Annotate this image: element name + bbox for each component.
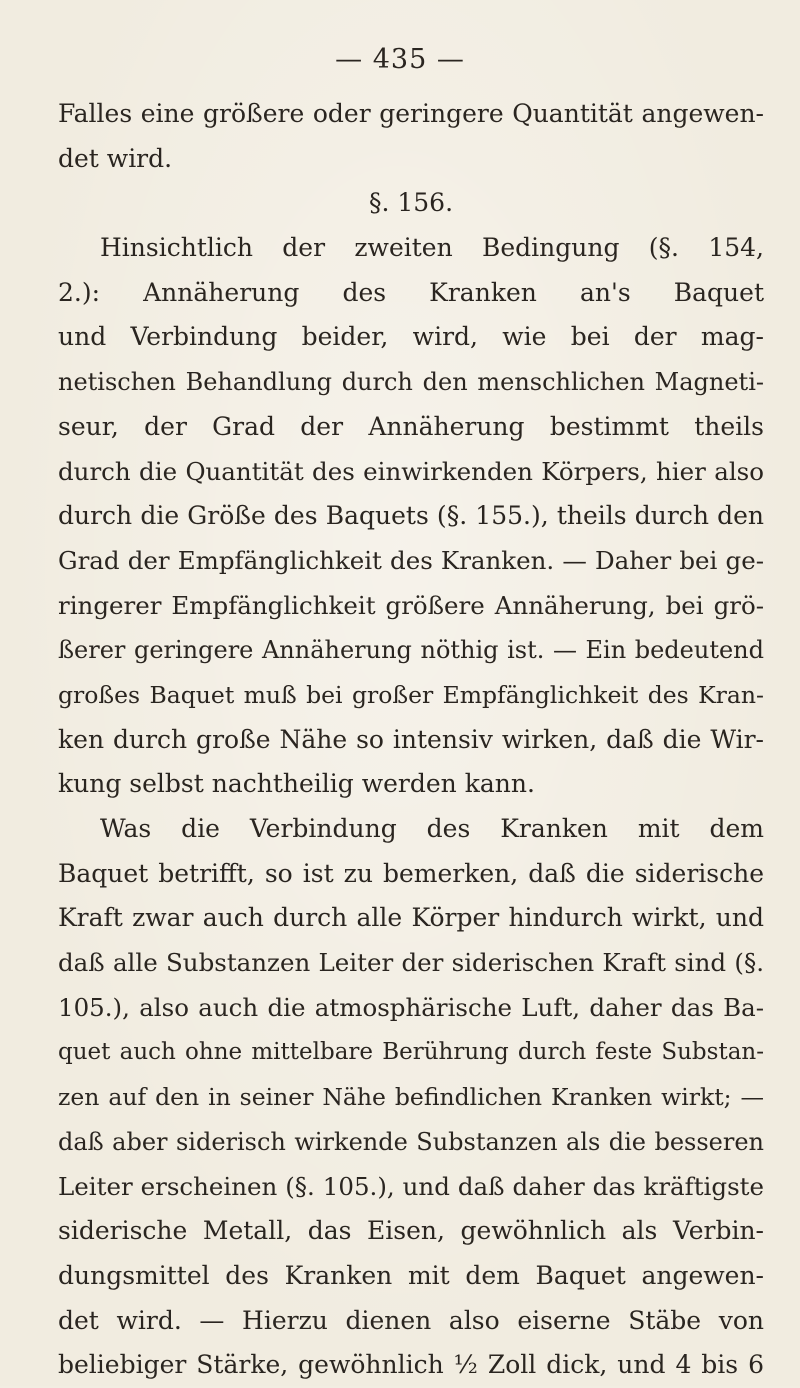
text-line: daß alle Substanzen Leiter der siderischen Kraft sind (§. xyxy=(58,948,764,978)
body-text xyxy=(58,92,764,1388)
text-line: durch die Quantität des einwirkenden Körpers, hier also xyxy=(58,456,764,486)
text-line: det wird. — Hierzu dienen also eiserne Stäbe von xyxy=(58,1305,764,1335)
text-line: Leiter erscheinen (§. 105.), und daß daher das kräftigste xyxy=(58,1171,764,1201)
text-line: und Verbindung beider, wird, wie bei der mag- xyxy=(58,322,764,352)
text-line: Falles eine größere oder geringere Quantität angewen- xyxy=(58,99,764,128)
text-line: Hinsichtlich der zweiten Bedingung (§. 154, xyxy=(100,233,764,263)
text-line: ken durch große Nähe so intensiv wirken, daß die Wir- xyxy=(58,724,764,754)
text-line: kung selbst nachtheilig werden kann. xyxy=(58,769,535,799)
text-line: siderische Metall, das Eisen, gewöhnlich als Verbin- xyxy=(58,1216,764,1246)
text-line: großes Baquet muß bei großer Empfänglichkeit des Kran- xyxy=(58,680,764,709)
text-line: daß aber siderisch wirkende Substanzen als die besseren xyxy=(58,1127,764,1156)
section-heading: §. 156. xyxy=(368,188,454,218)
page-number-header: — 435 — xyxy=(335,44,465,75)
text-line: Was die Verbindung des Kranken mit dem xyxy=(100,814,764,843)
text-line: Baquet betrifft, so ist zu bemerken, daß die siderische xyxy=(58,858,764,888)
text-line: zen auf den in seiner Nähe befindlichen Kranken wirkt; — xyxy=(58,1083,764,1112)
text-line: ringerer Empfänglichkeit größere Annäherung, bei grö- xyxy=(58,590,764,620)
text-line: dungsmittel des Kranken mit dem Baquet angewen- xyxy=(58,1260,764,1290)
text-line: beliebiger Stärke, gewöhnlich ½ Zoll dick, und 4 bis 6 xyxy=(58,1350,764,1380)
text-line: quet auch ohne mittelbare Berührung durch feste Substan- xyxy=(58,1039,764,1066)
text-line: Kraft zwar auch durch alle Körper hindurch wirkt, und xyxy=(58,903,764,933)
text-line: 105.), also auch die atmosphärische Luft, daher das Ba- xyxy=(58,992,764,1022)
text-line: seur, der Grad der Annäherung bestimmt theils xyxy=(58,411,764,441)
text-line: 2.): Annäherung des Kranken an's Baquet xyxy=(58,277,764,307)
text-line: durch die Größe des Baquets (§. 155.), theils durch den xyxy=(58,501,764,531)
text-line: det wird. xyxy=(58,143,173,173)
text-line: ßerer geringere Annäherung nöthig ist. — Ein bedeutend xyxy=(58,636,764,665)
text-line: netischen Behandlung durch den menschlichen Magneti- xyxy=(58,368,764,397)
text-line: Grad der Empfänglichkeit des Kranken. — Daher bei ge- xyxy=(58,545,764,575)
